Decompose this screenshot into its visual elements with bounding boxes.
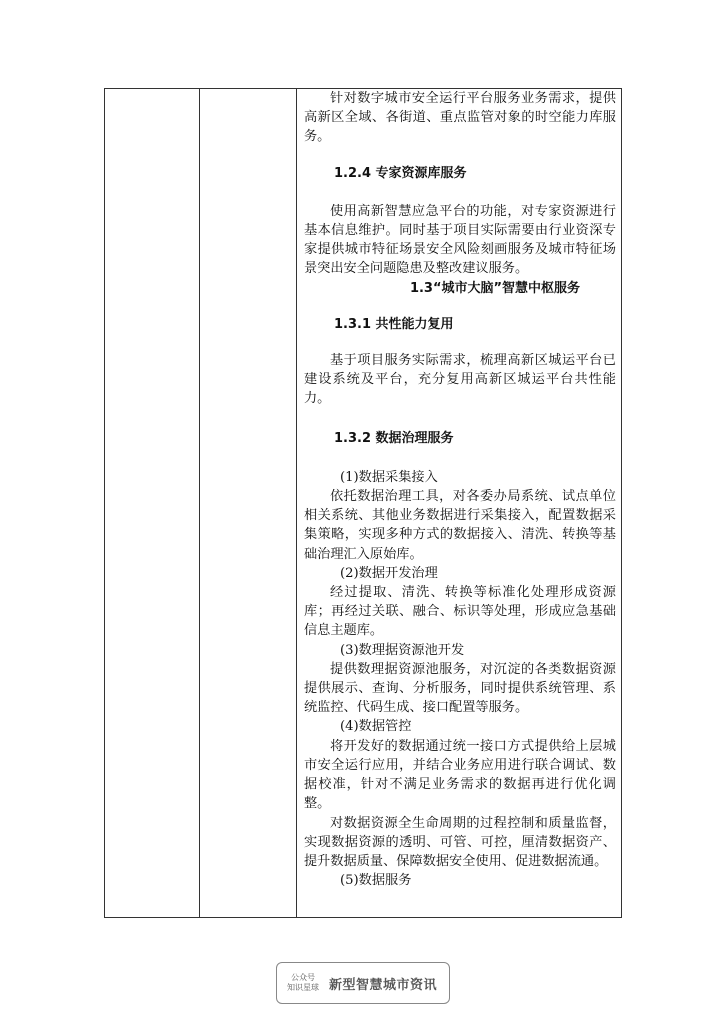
body-paragraph: 使用高新智慧应急平台的功能，对专家资源进行基本信息维护。同时基于项目实际需要由行业资深专家提供城市特征场景安全风险刻画服务及城市特征场景突出安全问题隐患及整改建议服务。 xyxy=(304,203,616,277)
wechat-watermark xyxy=(276,962,450,1004)
body-paragraph: 对数据资源全生命周期的过程控制和质量监督，实现数据资源的透明、可管、可控，厘清数据资产、提升数据质量、保障数据安全使用、促进数据流通。 xyxy=(304,815,616,869)
list-item-heading: (5)数据服务 xyxy=(340,873,412,889)
section-heading: 1.3“城市大脑”智慧中枢服务 xyxy=(409,280,581,296)
watermark-label-block xyxy=(287,973,319,993)
watermark-line2: 知识星球 xyxy=(287,983,319,992)
body-paragraph: 针对数字城市安全运行平台服务业务需求，提供高新区全域、各街道、重点监管对象的时空能力库服务。 xyxy=(304,91,616,145)
list-item-heading: (2)数据开发治理 xyxy=(340,565,438,581)
body-paragraph: 依托数据治理工具，对各委办局系统、试点单位相关系统、其他业务数据进行采集接入，配置数据采集策略，实现多种方式的数据接入、清洗、转换等基础治理汇入原始库。 xyxy=(304,489,616,562)
body-paragraph: 将开发好的数据通过统一接口方式提供给上层城市安全运行应用，并结合业务应用进行联合调试、数据校准，针对不满足业务需求的数据再进行优化调整。 xyxy=(304,738,616,812)
table-column-divider-2 xyxy=(296,89,297,917)
body-paragraph: 经过提取、清洗、转换等标准化处理形成资源库；再经过关联、融合、标识等处理，形成应急基础信息主题库。 xyxy=(304,585,616,639)
section-heading: 1.3.2 数据治理服务 xyxy=(334,430,454,446)
section-heading: 1.3.1 共性能力复用 xyxy=(334,316,454,332)
body-paragraph: 提供数理据资源池服务，对沉淀的各类数据资源提供展示、查询、分析服务，同时提供系统管理、系统监控、代码生成、接口配置等服务。 xyxy=(304,661,616,716)
list-item-heading: (4)数据管控 xyxy=(340,719,412,735)
list-item-heading: (3)数理据资源池开发 xyxy=(340,642,465,658)
watermark-account-name: 新型智慧城市资讯 xyxy=(329,977,438,993)
table-content-cell xyxy=(304,89,616,890)
body-paragraph: 基于项目服务实际需求，梳理高新区城运平台已建设系统及平台，充分复用高新区城运平台共性能力。 xyxy=(304,353,616,407)
document-table xyxy=(104,88,622,918)
watermark-line1: 公众号 xyxy=(291,973,315,982)
table-column-divider-1 xyxy=(199,89,200,917)
section-heading: 1.2.4 专家资源库服务 xyxy=(334,165,467,181)
list-item-heading: (1)数据采集接入 xyxy=(340,469,438,485)
